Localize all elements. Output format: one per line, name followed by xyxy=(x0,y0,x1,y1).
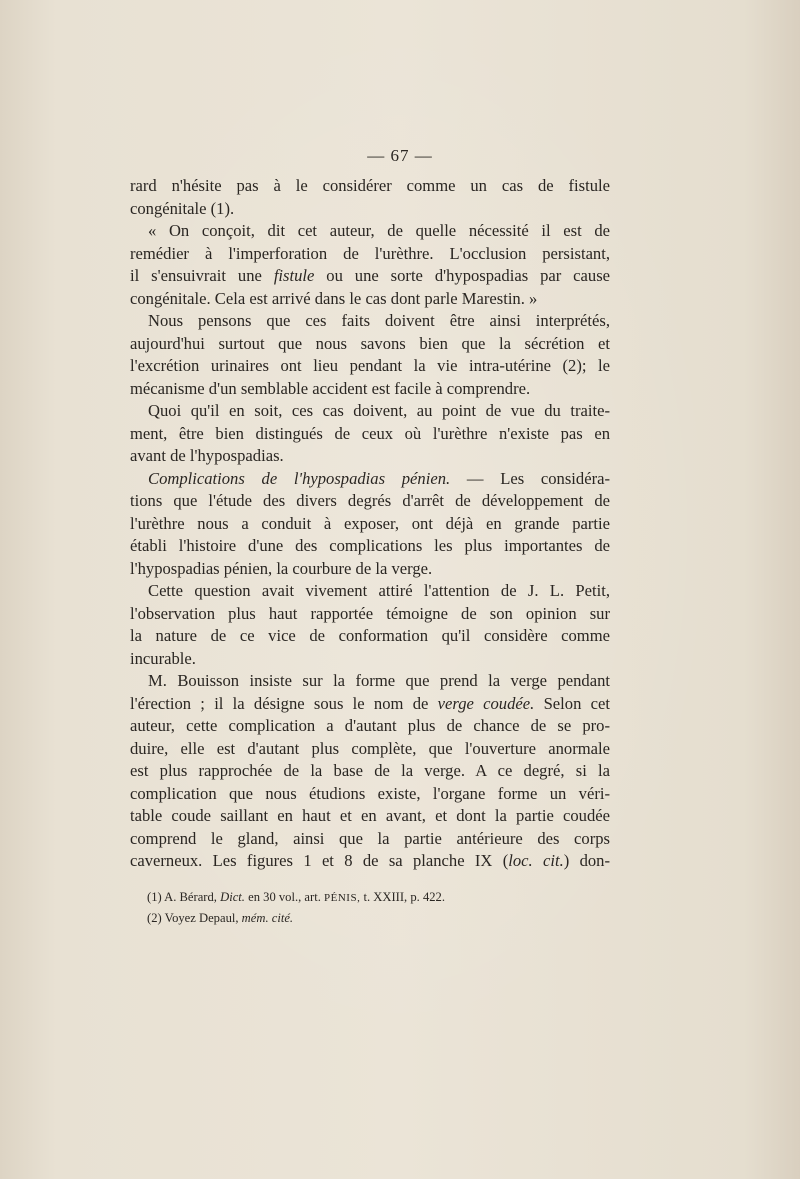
text-line: incurable. xyxy=(130,648,196,668)
text-line: établi l'histoire d'une des complications les plus importantes de xyxy=(130,536,610,555)
text-line: l'observation plus haut rapportée témoigne de son opinion sur xyxy=(130,603,610,623)
text-segment: — Les considéra- xyxy=(466,468,610,488)
footnote xyxy=(147,887,607,908)
text-line: est plus rapprochée de la base de la verge. A ce degré, si la xyxy=(130,761,610,780)
text-line: comprend le gland, ainsi que la partie antérieure des corps xyxy=(130,828,610,848)
text-line xyxy=(130,693,610,716)
italic-citation: loc. cit. xyxy=(508,851,564,870)
text-line: la nature de ce vice de conformation qu'il considère comme xyxy=(130,626,610,645)
text-line: congénitale. Cela est arrivé dans le cas dont parle Marestin. » xyxy=(130,288,538,308)
text-line: l'urèthre nous a conduit à exposer, ont déjà en grande partie xyxy=(130,513,610,533)
text-line xyxy=(130,850,610,873)
page-number: — 67 — xyxy=(367,146,433,165)
text-line: avant de l'hypospadias. xyxy=(130,446,284,465)
text-line: Nous pensons que ces faits doivent être ainsi interprétés, xyxy=(148,311,610,330)
text-line: remédier à l'imperforation de l'urèthre. L'occlusion persistant, xyxy=(130,243,610,263)
footnote xyxy=(147,908,607,929)
italic-term: fistule xyxy=(273,266,315,285)
footnote-text: t. XXIII, p. 422. xyxy=(363,890,445,904)
italic-term: verge coudée. xyxy=(437,693,535,713)
text-line: duire, elle est d'autant plus complète, que l'ouverture anormale xyxy=(130,738,610,758)
body-text xyxy=(130,175,610,873)
text-line: l'hypospadias pénien, la courbure de la verge. xyxy=(130,558,433,578)
text-line: ment, être bien distingués de ceux où l'urèthre n'existe pas en xyxy=(130,423,610,443)
text-line: table coude saillant en haut et en avant, et dont la partie coudée xyxy=(130,806,610,825)
text-segment: il s'ensuivrait une xyxy=(130,266,262,285)
text-line: congénitale (1). xyxy=(130,198,235,218)
text-line: Cette question avait vivement attiré l'attention de J. L. Petit, xyxy=(148,581,610,600)
text-line: auteur, cette complication a d'autant plus de chance de se pro- xyxy=(130,716,610,735)
footnote-term: PÉNIS, xyxy=(324,892,361,904)
text-segment: ) don- xyxy=(563,851,610,870)
text-segment: ou une sorte d'hypospadias par cause xyxy=(326,266,611,285)
text-line: mécanisme d'un semblable accident est facile à comprendre. xyxy=(130,378,531,398)
text-segment: caverneux. Les figures 1 et 8 de sa planche IX ( xyxy=(130,851,509,870)
text-line: complication que nous étudions existe, l'organe forme un véri- xyxy=(130,783,610,803)
text-line xyxy=(130,468,610,491)
footnotes xyxy=(147,887,607,929)
footnote-text: (1) A. Bérard, xyxy=(147,890,217,904)
text-line: « On conçoit, dit cet auteur, de quelle nécessité il est de xyxy=(148,221,610,240)
footnote-title: mém. cité. xyxy=(241,911,294,925)
text-line: Quoi qu'il en soit, ces cas doivent, au point de vue du traite- xyxy=(148,401,610,420)
section-heading: Complications de l'hypospadias pénien. xyxy=(148,468,451,488)
text-segment: Selon cet xyxy=(543,693,610,713)
text-line: rard n'hésite pas à le considérer comme un cas de fistule xyxy=(130,176,610,195)
text-line xyxy=(130,265,610,288)
text-line: M. Bouisson insiste sur la forme que prend la verge pendant xyxy=(148,671,610,690)
footnote-text: en 30 vol., art. xyxy=(248,890,321,904)
footnote-title: Dict. xyxy=(220,890,245,904)
text-line: aujourd'hui surtout que nous savons bien que la sécrétion et xyxy=(130,333,610,353)
text-segment: l'érection ; il la désigne sous le nom de xyxy=(130,693,429,713)
text-line: l'excrétion urinaires ont lieu pendant la vie intra-utérine (2); le xyxy=(130,356,610,375)
text-line: tions que l'étude des divers degrés d'arrêt de développement de xyxy=(130,491,610,510)
footnote-text: (2) Voyez Depaul, xyxy=(147,911,239,925)
